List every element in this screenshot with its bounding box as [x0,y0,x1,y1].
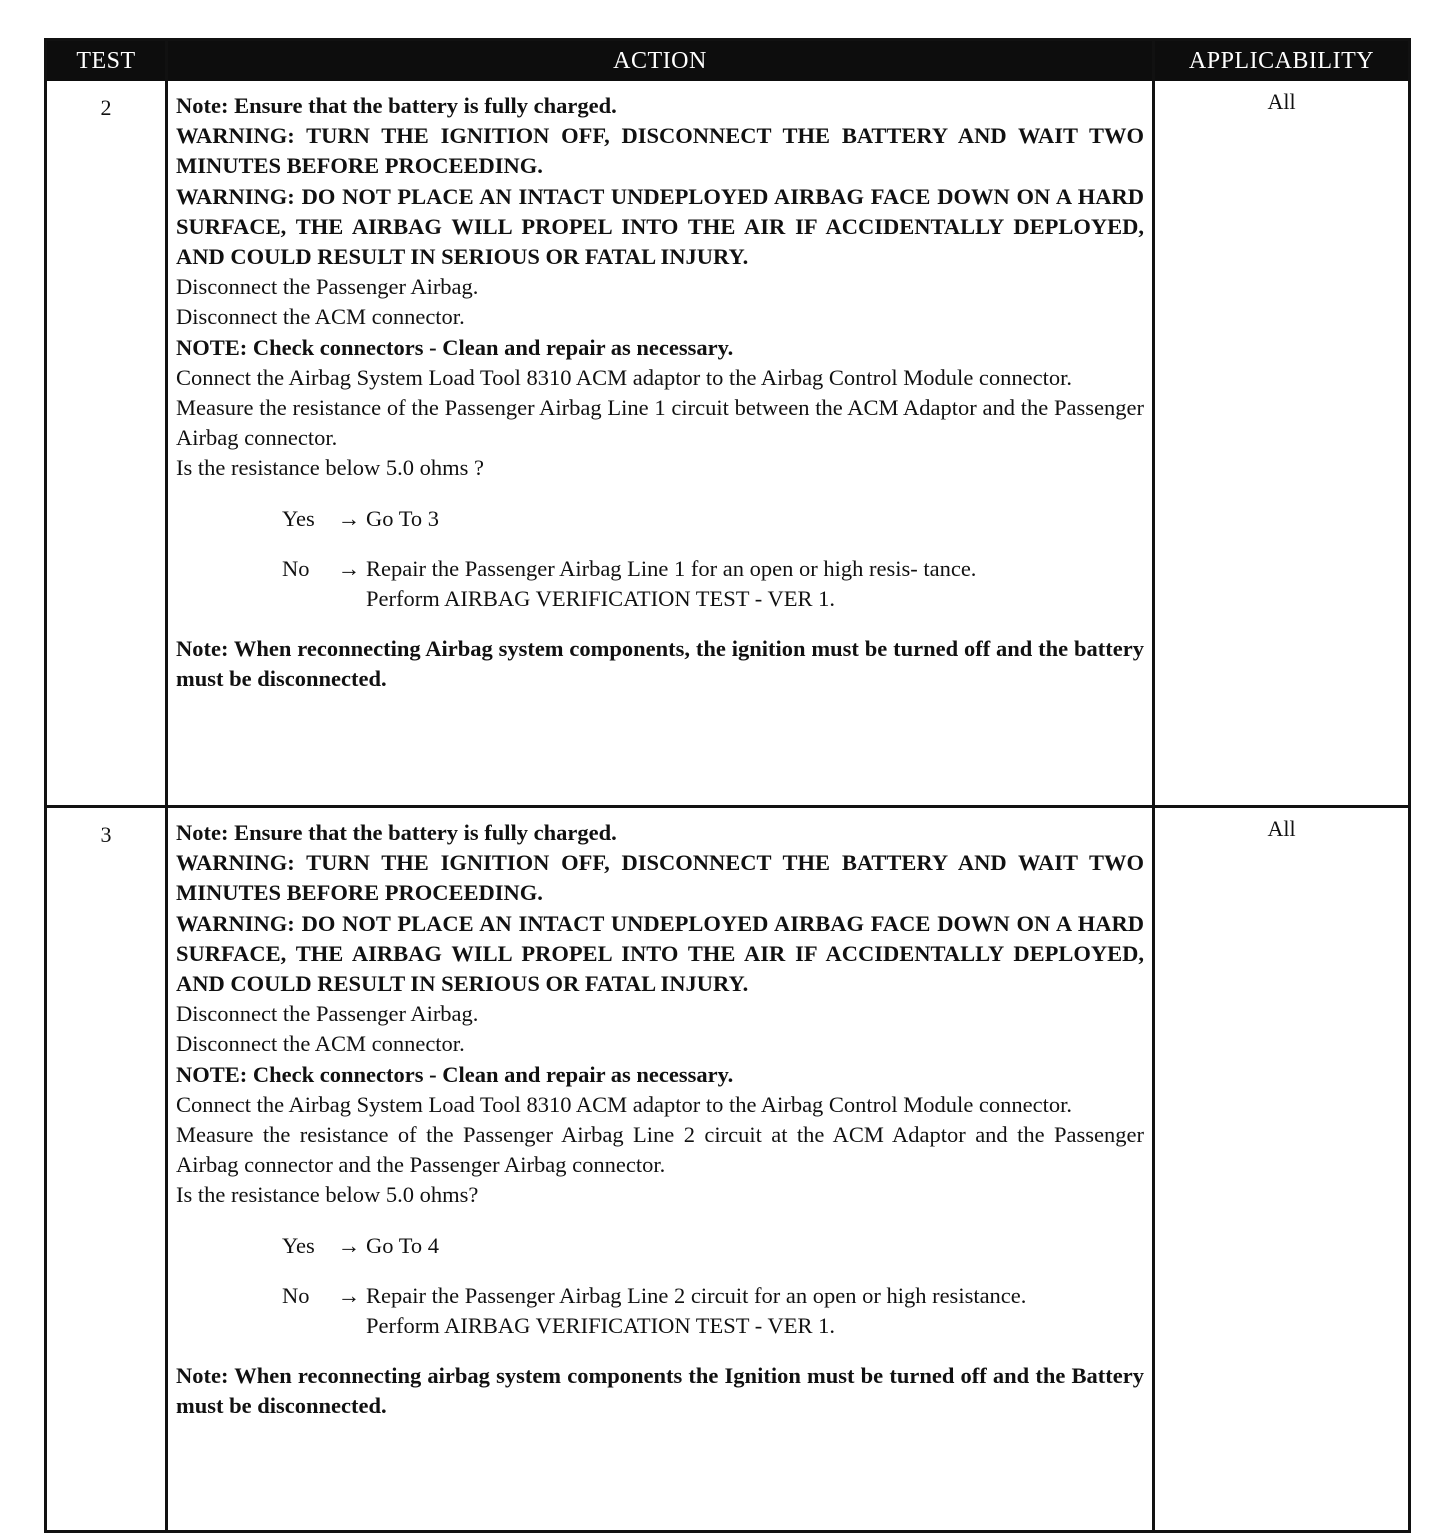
warning-airbag: WARNING: DO NOT PLACE AN INTACT UNDEPLOYED AIRBAG FACE DOWN ON A HARD SURFACE, THE AIRBAG WILL PROPEL INTO THE AIR IF ACCIDENTALLY DEPLOYED, AND COULD RESULT IN SERIOUS OR FATAL INJURY. [176,183,1144,270]
note-connectors: NOTE: Check connectors - Clean and repair as necessary. [176,334,734,360]
yes-action: Go To 4 [366,1232,440,1258]
warning-ignition: WARNING: TURN THE IGNITION OFF, DISCONNECT THE BATTERY AND WAIT TWO MINUTES BEFORE PROCEEDING. [176,850,1144,906]
no-label: No [282,555,310,581]
step-connect-tool: Connect the Airbag System Load Tool 8310 ACM adaptor to the Airbag Control Module connector. [176,364,1073,390]
result-yes [282,1231,1144,1261]
result-no [282,554,1144,614]
step-measure: Measure the resistance of the Passenger Airbag Line 1 circuit between the ACM Adaptor and the Passenger Airbag connector. [176,395,1144,451]
no-action-group [366,1281,1144,1341]
header-test: TEST [46,40,167,82]
note-connectors: NOTE: Check connectors - Clean and repair as necessary. [176,1061,734,1087]
no-label: No [282,1282,310,1308]
test-number: 2 [46,81,167,807]
right-arrow-icon: → [337,1232,361,1258]
action-cell [167,81,1154,807]
no-action-verify: Perform AIRBAG VERIFICATION TEST - VER 1. [366,586,835,612]
no-action-verify: Perform AIRBAG VERIFICATION TEST - VER 1. [366,1313,835,1339]
header-action: ACTION [167,40,1154,82]
no-action: Repair the Passenger Airbag Line 2 circuit for an open or high resistance. [366,1282,1027,1308]
no-action: Repair the Passenger Airbag Line 1 for an open or high resis- tance. [366,555,977,581]
note-battery: Note: Ensure that the battery is fully charged. [176,93,617,118]
result-no [282,1281,1144,1341]
step-connect-tool: Connect the Airbag System Load Tool 8310 ACM adaptor to the Airbag Control Module connector. [176,1091,1073,1117]
yes-action: Go To 3 [366,505,440,531]
header-applicability: APPLICABILITY [1154,40,1410,82]
applicability-value: All [1154,81,1410,807]
result-yes [282,504,1144,534]
question: Is the resistance below 5.0 ohms? [176,1182,479,1208]
action-cell [167,807,1154,1532]
final-note: Note: When reconnecting airbag system components the Ignition must be turned off and the Battery must be disconnected. [176,1363,1144,1419]
right-arrow-icon: → [337,1282,361,1308]
warning-airbag: WARNING: DO NOT PLACE AN INTACT UNDEPLOYED AIRBAG FACE DOWN ON A HARD SURFACE, THE AIRBAG WILL PROPEL INTO THE AIR IF ACCIDENTALLY DEPLOYED, AND COULD RESULT IN SERIOUS OR FATAL INJURY. [176,910,1144,997]
step-measure: Measure the resistance of the Passenger Airbag Line 2 circuit at the ACM Adaptor and the Passenger Airbag connector and the Passenger Airbag connector. [176,1122,1144,1178]
yes-label: Yes [282,505,315,531]
step-disconnect-airbag: Disconnect the Passenger Airbag. [176,274,479,300]
final-note: Note: When reconnecting Airbag system components, the ignition must be turned off and the battery must be disconnected. [176,636,1144,692]
diagnostic-test-table [44,38,1411,1533]
note-battery: Note: Ensure that the battery is fully charged. [176,820,617,845]
applicability-value: All [1154,807,1410,1532]
step-disconnect-acm: Disconnect the ACM connector. [176,1031,465,1057]
table-row [46,807,1410,1532]
yes-label: Yes [282,1232,315,1258]
table-header-row [46,40,1410,82]
warning-ignition: WARNING: TURN THE IGNITION OFF, DISCONNECT THE BATTERY AND WAIT TWO MINUTES BEFORE PROCEEDING. [176,123,1144,179]
step-disconnect-acm: Disconnect the ACM connector. [176,304,465,330]
step-disconnect-airbag: Disconnect the Passenger Airbag. [176,1001,479,1027]
right-arrow-icon: → [337,505,361,531]
table-row [46,81,1410,807]
question: Is the resistance below 5.0 ohms ? [176,455,485,481]
no-action-group [366,554,1144,614]
test-number: 3 [46,807,167,1532]
right-arrow-icon: → [337,555,361,581]
